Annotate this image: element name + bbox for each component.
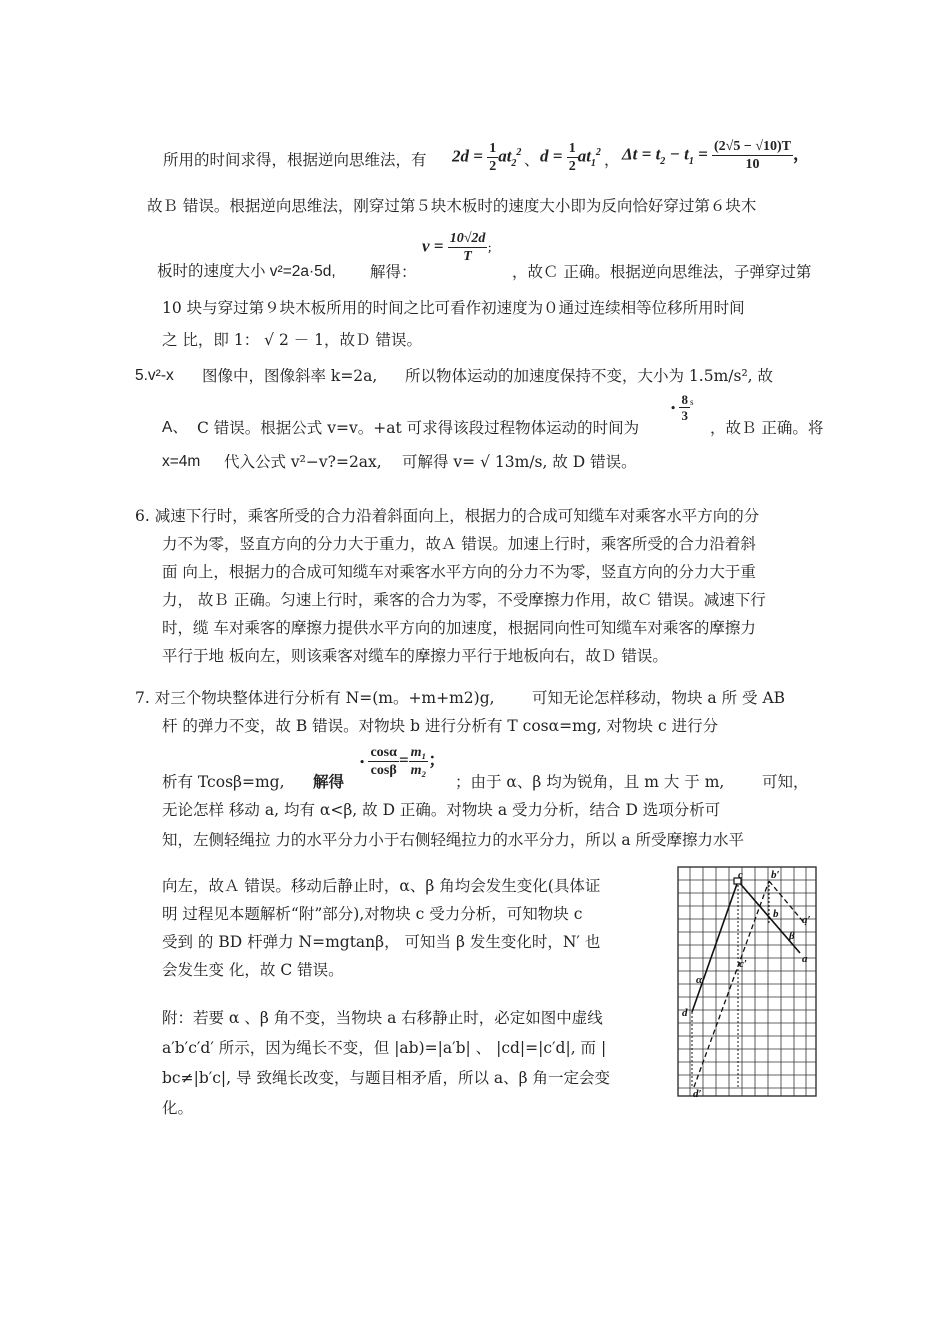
p7-line-5: 知，左侧轻绳拉 力的水平分力小于右侧轻绳拉力的水平分力，所以 a 所受摩擦力水平 [162,831,745,849]
force-diagram [676,865,818,1100]
f3-eq: = [693,144,708,164]
p4-line-2: 故Ｂ 错误。根据逆向思维法，刚穿过第５块木板时的速度大小即为反向恰好穿过第６块木 [147,197,757,215]
v-den: T [463,249,472,264]
p6-line-4: 力， 故Ｂ 正确。匀速上行时，乘客的合力为零，不受摩擦力作用，故Ｃ 错误。减速下行 [162,591,766,609]
p6-line-2: 力不为零，竖直方向的分力大于重力，故Ａ 错误。加速上行时，乘客所受的合力沿着斜 [162,535,756,553]
p7-line-1a: 7. 对三个物块整体进行分析有 N=(m。+m+m2)g, [135,689,495,707]
f3-sub2: 2 [660,155,666,167]
f1-sub: 2 [511,157,517,169]
f1-num: 1 [489,141,497,156]
p5-line-3a: x=4m [162,453,201,470]
f3-frac [712,138,793,173]
attach-line-4: 化。 [162,1099,194,1117]
formula-d [540,140,601,175]
label-c: c [738,869,743,881]
p6-line-1: 6. 减速下行时，乘客所受的合力沿着斜面向上，根据力的合成可知缆车对乘客水平方向的分 [135,507,760,525]
f3-den: 10 [745,157,760,172]
p5-line-3c: 可解得 v= √ 13m/s, 故 D 错误。 [402,453,637,471]
f1-right: at [498,146,512,166]
p4-line-3a: 板时的速度大小 v²=2a·5d, [157,263,336,280]
p4-line-3b: 解得： [370,263,417,281]
f2-frac [567,140,578,175]
label-b: b [773,908,779,920]
t-frac [679,392,690,423]
t-unit: s [689,396,694,407]
attach-line-3: bc≠|b′c|, 导 致绳长改变，与题目相矛盾，所以 a、β 角一定会变 [162,1069,610,1087]
v-tail: ； [487,243,498,255]
label-b-prime: b′ [771,869,780,881]
sep1: 、 [524,151,540,169]
f1-den: 2 [489,159,497,174]
sep2: ， [604,151,620,169]
formula-delta-t [622,138,810,173]
f3-mid: − t [665,144,689,164]
c-tail: ； [428,750,446,770]
label-a: a [802,953,808,965]
p7-line-6: 向左，故Ａ 错误。移动后静止时，α、β 角均会发生变化(具体证 [162,877,601,895]
p5-line-1c: 所以物体运动的加速度保持不变，大小为 1.5m/s², 故 [405,367,774,385]
label-d: d [682,1007,688,1019]
p7-line-7: 明 过程见本题解析“附”部分),对物块 c 受力分析，可知物块 c [162,905,583,923]
label-d-prime: d′ [693,1088,702,1100]
c-eq: = [398,750,409,770]
v-num: 10√2d [449,231,486,246]
formula-time: • $\frac{8}{3}$ $^s$ [671,392,694,423]
rope-solid [692,881,800,1012]
attach-line-1: 附：若要 α 、β 角不变，当物块 a 右移静止时，必定如图中虚线 [162,1009,603,1027]
f3-sub1: 1 [688,155,694,167]
c-den2: m₂ [410,763,427,778]
p5-line-1a: 5.v²-x [135,367,174,384]
p7-line-2: 杆 的弹力不变，故 B 错误。对物块 b 进行分析有 T cosα=mg, 对物块 c 进行分 [162,717,719,735]
p6-line-5: 时，缆 车对乘客的摩擦力提供水平方向的加速度，根据同向性可知缆车对乘客的摩擦力 [162,619,756,637]
f3-left: Δt = t [622,144,661,164]
t-den: 3 [681,408,688,423]
f3-tail: ， [793,144,811,164]
p7-line-3c: ；由于 α、β 均为锐角，且 m 大 于 m, [455,773,725,791]
label-beta: β [789,930,795,942]
p4-line-3c: ，故Ｃ 正确。根据逆向思维法，子弹穿过第 [512,263,812,281]
p7-line-3d: 可知， [762,773,809,791]
c-den1: cosβ [370,763,397,778]
p4-line-5: 之 比，即 1： √ 2 － 1，故Ｄ 错误。 [162,331,422,349]
f1-frac [487,140,498,175]
p7-line-9: 会发生变 化，故 C 错误。 [162,961,344,979]
f2-num: 1 [568,141,576,156]
p4-line-1: 所用的时间求得，根据逆向思维法，有 [163,151,427,169]
f1-sup: 2 [516,146,522,158]
f3-num: (2√5 − √10)T [714,139,792,154]
label-alpha: α [696,974,703,986]
p5-line-2b: C 错误。根据公式 v=v。+at 可求得该段过程物体运动的时间为 [197,419,640,437]
f2-right: at [577,146,591,166]
f2-sup: 2 [595,146,601,158]
p4-line-4: 10 块与穿过第９块木板所用的时间之比可看作初速度为０通过连续相等位移所用时间 [162,299,745,317]
t-num: 8 [681,392,688,407]
c-num1: cosα [370,745,397,760]
p5-line-3b: 代入公式 v²−v?=2ax, [224,453,382,471]
v-frac [448,230,488,265]
formula-v [422,230,497,265]
p7-line-3b: 解得 [313,772,345,791]
label-c-prime: c′ [739,958,747,970]
v-left: v = [422,236,444,256]
p5-line-2c: ，故Ｂ 正确。将 [710,419,824,437]
f2-den: 2 [568,159,576,174]
p5-line-2a: A、 [162,419,188,436]
formula-cos-ratio: • $\frac{\cos\alpha}{\cos\beta}$ = $\frac{\text{m₁}}{\text{m₂}}$ ； [360,745,446,778]
p6-line-3: 面 向上，根据力的合成可知缆车对乘客水平方向的分力不为零，竖直方向的分力大于重 [162,563,756,581]
p5-line-1b: 图像中，图像斜率 k=2a, [202,367,378,385]
label-a-prime: a′ [802,914,811,926]
p7-line-3a: 析有 Tcosβ=mg, [162,773,285,791]
c-num2: m₁ [410,745,427,760]
p6-line-6: 平行于地 板向左，则该乘客对缆车的摩擦力平行于地板向右，故Ｄ 错误。 [162,647,668,665]
f1-left: 2d = [452,146,483,166]
c-frac1 [368,744,398,779]
formula-2d [452,140,521,175]
p7-line-8: 受到 的 BD 杆弹力 N=mgtanβ， 可知当 β 发生变化时，N′ 也 [162,933,601,951]
f2-sub: 1 [590,157,596,169]
f2-left: d = [540,146,563,166]
c-frac2 [409,744,429,779]
p7-line-1b: 可知无论怎样移动，物块 a 所 受 AB [532,689,786,707]
attach-line-2: a′b′c′d′ 所示，因为绳长不变，但 |ab)=|a′b| 、 |cd|=|c′d|, 而 | [162,1039,607,1057]
p7-line-4: 无论怎样 移动 a, 均有 α<β, 故 D 正确。对物块 a 受力分析，结合 D 选项分析可 [162,801,721,819]
